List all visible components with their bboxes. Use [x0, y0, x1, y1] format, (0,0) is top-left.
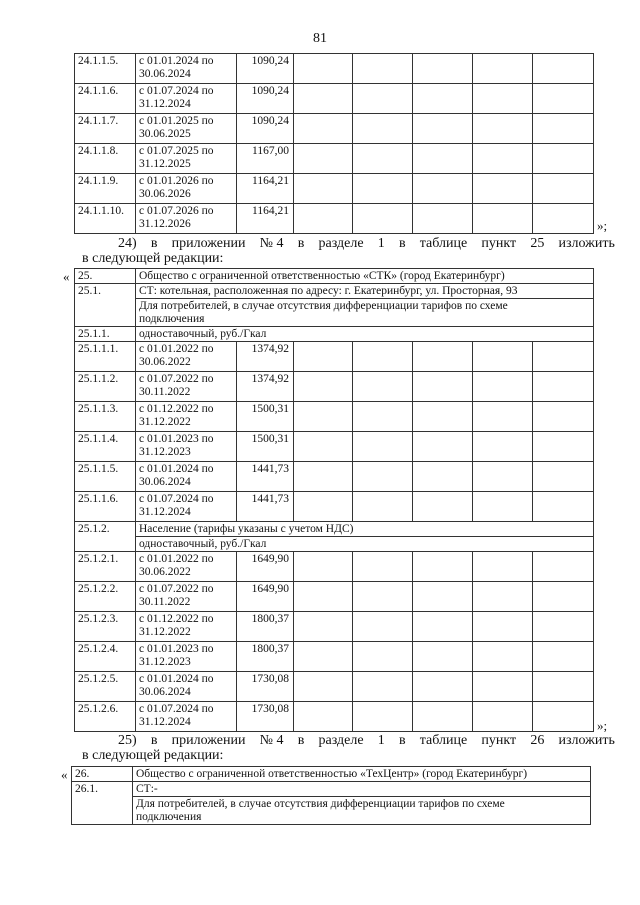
period-start: с 01.01.2024 по [139, 55, 214, 67]
row-value: 1167,00 [237, 144, 294, 174]
period-start: с 01.07.2025 по [139, 145, 214, 157]
empty-cell [353, 54, 413, 84]
row-value: 1800,37 [237, 612, 294, 642]
row-period [136, 204, 237, 234]
paragraph-word: в [398, 236, 406, 251]
empty-cell [533, 432, 594, 462]
table-row [75, 582, 594, 612]
empty-cell [353, 492, 413, 522]
row-value: 1164,21 [237, 174, 294, 204]
ct-text: СТ: котельная, расположенная по адресу: г. Екатеринбург, ул. Просторная, 93 [136, 284, 594, 299]
empty-cell [473, 432, 533, 462]
empty-cell [413, 462, 473, 492]
paragraph-word: в [398, 733, 406, 748]
empty-cell [473, 492, 533, 522]
consumers-text [136, 299, 594, 327]
empty-cell [533, 582, 594, 612]
period-end: 31.12.2024 [139, 98, 191, 110]
period-start: с 01.01.2023 по [139, 433, 214, 445]
empty-cell [294, 552, 353, 582]
consumers-line-2: подключения [136, 811, 202, 823]
paragraph-24 [82, 236, 615, 266]
period-end: 31.12.2023 [139, 656, 191, 668]
paragraph-word: 1 [377, 236, 385, 251]
period-start: с 01.07.2024 по [139, 85, 214, 97]
empty-cell [533, 642, 594, 672]
empty-cell [413, 342, 473, 372]
table-row [75, 432, 594, 462]
period-end: 30.11.2022 [139, 386, 191, 398]
table-row [75, 54, 594, 84]
empty-cell [353, 372, 413, 402]
empty-cell [413, 204, 473, 234]
row-number: 24.1.1.6. [75, 84, 136, 114]
tariff-num: 25.1.1. [75, 327, 136, 342]
row-number: 25.1.1.5. [75, 462, 136, 492]
empty-cell [294, 582, 353, 612]
paragraph-word: № 4 [259, 236, 284, 251]
table-row [75, 642, 594, 672]
paragraph-25-continuation: в следующей редакции: [82, 748, 224, 763]
row-number: 25.1.2.6. [75, 702, 136, 732]
table-row [75, 402, 594, 432]
empty-cell [473, 672, 533, 702]
period-end: 30.06.2024 [139, 476, 191, 488]
empty-cell [353, 174, 413, 204]
row-number: 25.1.1.4. [75, 432, 136, 462]
row-value: 1374,92 [237, 372, 294, 402]
empty-cell [473, 642, 533, 672]
empty-cell [533, 372, 594, 402]
paragraph-25 [82, 733, 615, 763]
row-period [136, 372, 237, 402]
tariff-text: одноставочный, руб./Гкал [136, 327, 594, 342]
row-period [136, 342, 237, 372]
row-value: 1800,37 [237, 642, 294, 672]
row-value: 1500,31 [237, 432, 294, 462]
row-number: 24.1.1.10. [75, 204, 136, 234]
period-end: 31.12.2023 [139, 446, 191, 458]
row-value: 1374,92 [237, 342, 294, 372]
row-number: 24.1.1.9. [75, 174, 136, 204]
empty-cell [413, 174, 473, 204]
row-period [136, 432, 237, 462]
table-row [75, 462, 594, 492]
empty-cell [413, 402, 473, 432]
period-start: с 01.07.2022 по [139, 373, 214, 385]
empty-cell [533, 54, 594, 84]
period-start: с 01.01.2023 по [139, 643, 214, 655]
table-row [75, 702, 594, 732]
population-tariff-text: одноставочный, руб./Гкал [136, 537, 594, 552]
empty-cell [294, 432, 353, 462]
paragraph-word: № 4 [259, 733, 284, 748]
tariff-row [75, 327, 594, 342]
table-row [75, 672, 594, 702]
row-period [136, 402, 237, 432]
population-row [75, 522, 594, 537]
empty-cell [473, 372, 533, 402]
empty-cell [294, 612, 353, 642]
empty-cell [294, 84, 353, 114]
row-period [136, 582, 237, 612]
empty-cell [533, 204, 594, 234]
ct-row [75, 284, 594, 299]
row-number: 25.1.2.1. [75, 552, 136, 582]
period-start: с 01.01.2025 по [139, 115, 214, 127]
paragraph-word: пункт [481, 236, 517, 251]
empty-cell [473, 144, 533, 174]
paragraph-word: в [297, 733, 305, 748]
consumers-row [75, 299, 594, 327]
empty-cell [294, 54, 353, 84]
period-end: 30.06.2022 [139, 566, 191, 578]
paragraph-24-continuation: в следующей редакции: [82, 251, 224, 266]
empty-cell [353, 642, 413, 672]
row-value: 1730,08 [237, 702, 294, 732]
empty-cell [413, 432, 473, 462]
population-text: Население (тарифы указаны с учетом НДС) [136, 522, 594, 537]
paragraph-word: разделе [318, 733, 364, 748]
row-value: 1090,24 [237, 114, 294, 144]
period-end: 31.12.2024 [139, 716, 191, 728]
table-row [75, 144, 594, 174]
period-end: 30.06.2025 [139, 128, 191, 140]
ct-row [72, 782, 591, 797]
empty-cell [294, 702, 353, 732]
empty-cell [353, 672, 413, 702]
row-value: 1090,24 [237, 84, 294, 114]
table-row [75, 612, 594, 642]
empty-cell [473, 204, 533, 234]
tariff-table-item-25 [74, 268, 594, 732]
closing-quote: »; [597, 218, 608, 233]
paragraph-word: приложении [171, 733, 246, 748]
table-row [75, 372, 594, 402]
empty-cell [533, 552, 594, 582]
period-end: 30.06.2022 [139, 356, 191, 368]
empty-cell [413, 612, 473, 642]
empty-cell [294, 204, 353, 234]
empty-cell [353, 612, 413, 642]
row-value: 1649,90 [237, 552, 294, 582]
empty-cell [413, 672, 473, 702]
row-number: 25.1.2.5. [75, 672, 136, 702]
row-period [136, 462, 237, 492]
tariff-table-item-26 [71, 766, 591, 825]
empty-cell [294, 342, 353, 372]
period-end: 31.12.2022 [139, 626, 191, 638]
empty-cell [533, 402, 594, 432]
row-period [136, 144, 237, 174]
empty-cell [473, 612, 533, 642]
row-value: 1441,73 [237, 492, 294, 522]
org-name: Общество с ограниченной ответственностью «ТехЦентр» (город Екатеринбург) [133, 767, 591, 782]
empty-cell [353, 204, 413, 234]
empty-cell [413, 144, 473, 174]
population-num: 25.1.2. [75, 522, 136, 552]
period-start: с 01.07.2022 по [139, 583, 214, 595]
table-row [75, 552, 594, 582]
row-number: 25.1.2.4. [75, 642, 136, 672]
paragraph-word: пункт [481, 733, 517, 748]
empty-cell [294, 492, 353, 522]
row-number: 25.1.1.2. [75, 372, 136, 402]
empty-cell [353, 114, 413, 144]
empty-cell [473, 114, 533, 144]
tariff-table-continuation [74, 53, 594, 234]
row-period [136, 492, 237, 522]
paragraph-word: изложить [558, 236, 615, 251]
ct-num: 26.1. [72, 782, 133, 825]
opening-quote: « [63, 269, 70, 284]
period-start: с 01.07.2024 по [139, 493, 214, 505]
row-number: 25.1.1.1. [75, 342, 136, 372]
empty-cell [413, 492, 473, 522]
empty-cell [353, 462, 413, 492]
row-value: 1730,08 [237, 672, 294, 702]
table-row [75, 342, 594, 372]
empty-cell [473, 54, 533, 84]
paragraph-word: в [150, 733, 158, 748]
row-number: 24.1.1.8. [75, 144, 136, 174]
empty-cell [473, 582, 533, 612]
period-end: 31.12.2024 [139, 506, 191, 518]
org-name: Общество с ограниченной ответственностью «СТК» (город Екатеринбург) [136, 269, 594, 284]
empty-cell [473, 702, 533, 732]
empty-cell [294, 174, 353, 204]
paragraph-number: 25) [118, 733, 137, 748]
row-number: 25.1.2.3. [75, 612, 136, 642]
empty-cell [533, 702, 594, 732]
consumers-line-2: подключения [139, 313, 205, 325]
period-end: 30.11.2022 [139, 596, 191, 608]
empty-cell [353, 84, 413, 114]
empty-cell [353, 342, 413, 372]
period-end: 31.12.2026 [139, 218, 191, 230]
row-number: 25.1.1.6. [75, 492, 136, 522]
period-start: с 01.01.2022 по [139, 553, 214, 565]
table-row [75, 492, 594, 522]
ct-text: СТ:- [133, 782, 591, 797]
empty-cell [294, 672, 353, 702]
row-period [136, 702, 237, 732]
empty-cell [294, 402, 353, 432]
row-value: 1090,24 [237, 54, 294, 84]
empty-cell [473, 84, 533, 114]
empty-cell [294, 114, 353, 144]
row-period [136, 84, 237, 114]
page-number: 81 [313, 31, 327, 46]
empty-cell [473, 342, 533, 372]
table-row [75, 114, 594, 144]
period-start: с 01.01.2022 по [139, 343, 214, 355]
empty-cell [533, 84, 594, 114]
period-end: 31.12.2025 [139, 158, 191, 170]
paragraph-word: изложить [558, 733, 615, 748]
row-period [136, 114, 237, 144]
empty-cell [413, 84, 473, 114]
row-period [136, 174, 237, 204]
closing-quote-2: »; [597, 718, 608, 733]
empty-cell [533, 672, 594, 702]
consumers-line-1: Для потребителей, в случае отсутствия дифференциации тарифов по схеме [136, 798, 505, 810]
row-period [136, 612, 237, 642]
empty-cell [413, 372, 473, 402]
ct-num: 25.1. [75, 284, 136, 327]
period-start: с 01.07.2026 по [139, 205, 214, 217]
empty-cell [294, 372, 353, 402]
empty-cell [413, 642, 473, 672]
paragraph-word: приложении [171, 236, 246, 251]
empty-cell [413, 54, 473, 84]
period-end: 30.06.2026 [139, 188, 191, 200]
table-row [75, 204, 594, 234]
period-end: 30.06.2024 [139, 68, 191, 80]
empty-cell [533, 612, 594, 642]
empty-cell [353, 582, 413, 612]
paragraph-word: разделе [318, 236, 364, 251]
row-number: 25.1.2.2. [75, 582, 136, 612]
empty-cell [413, 114, 473, 144]
paragraph-word: таблице [419, 236, 468, 251]
period-start: с 01.01.2026 по [139, 175, 214, 187]
empty-cell [533, 462, 594, 492]
empty-cell [353, 144, 413, 174]
empty-cell [533, 342, 594, 372]
row-number: 24.1.1.5. [75, 54, 136, 84]
row-value: 1500,31 [237, 402, 294, 432]
org-row [75, 269, 594, 284]
row-number: 25.1.1.3. [75, 402, 136, 432]
empty-cell [413, 582, 473, 612]
period-end: 31.12.2022 [139, 416, 191, 428]
row-value: 1164,21 [237, 204, 294, 234]
empty-cell [533, 492, 594, 522]
paragraph-number: 24) [118, 236, 137, 251]
empty-cell [413, 702, 473, 732]
empty-cell [353, 702, 413, 732]
empty-cell [294, 144, 353, 174]
population-tariff-row [75, 537, 594, 552]
consumers-row [72, 797, 591, 825]
paragraph-word: 26 [530, 733, 545, 748]
empty-cell [294, 462, 353, 492]
opening-quote-2: « [61, 767, 68, 782]
empty-cell [413, 552, 473, 582]
row-period [136, 672, 237, 702]
consumers-text [133, 797, 591, 825]
empty-cell [473, 402, 533, 432]
table-row [75, 84, 594, 114]
row-number: 24.1.1.7. [75, 114, 136, 144]
empty-cell [533, 114, 594, 144]
empty-cell [533, 174, 594, 204]
table-row [75, 174, 594, 204]
empty-cell [353, 432, 413, 462]
empty-cell [353, 402, 413, 432]
empty-cell [473, 462, 533, 492]
org-num: 26. [72, 767, 133, 782]
period-end: 30.06.2024 [139, 686, 191, 698]
empty-cell [473, 552, 533, 582]
paragraph-word: 1 [377, 733, 385, 748]
empty-cell [473, 174, 533, 204]
empty-cell [294, 642, 353, 672]
period-start: с 01.01.2024 по [139, 673, 214, 685]
paragraph-word: в [150, 236, 158, 251]
paragraph-word: в [297, 236, 305, 251]
org-row [72, 767, 591, 782]
paragraph-word: 25 [530, 236, 545, 251]
row-value: 1441,73 [237, 462, 294, 492]
consumers-line-1: Для потребителей, в случае отсутствия дифференциации тарифов по схеме [139, 300, 508, 312]
period-start: с 01.12.2022 по [139, 613, 214, 625]
row-value: 1649,90 [237, 582, 294, 612]
empty-cell [353, 552, 413, 582]
row-period [136, 552, 237, 582]
period-start: с 01.01.2024 по [139, 463, 214, 475]
row-period [136, 54, 237, 84]
paragraph-word: таблице [419, 733, 468, 748]
row-period [136, 642, 237, 672]
period-start: с 01.07.2024 по [139, 703, 214, 715]
org-num: 25. [75, 269, 136, 284]
period-start: с 01.12.2022 по [139, 403, 214, 415]
empty-cell [533, 144, 594, 174]
